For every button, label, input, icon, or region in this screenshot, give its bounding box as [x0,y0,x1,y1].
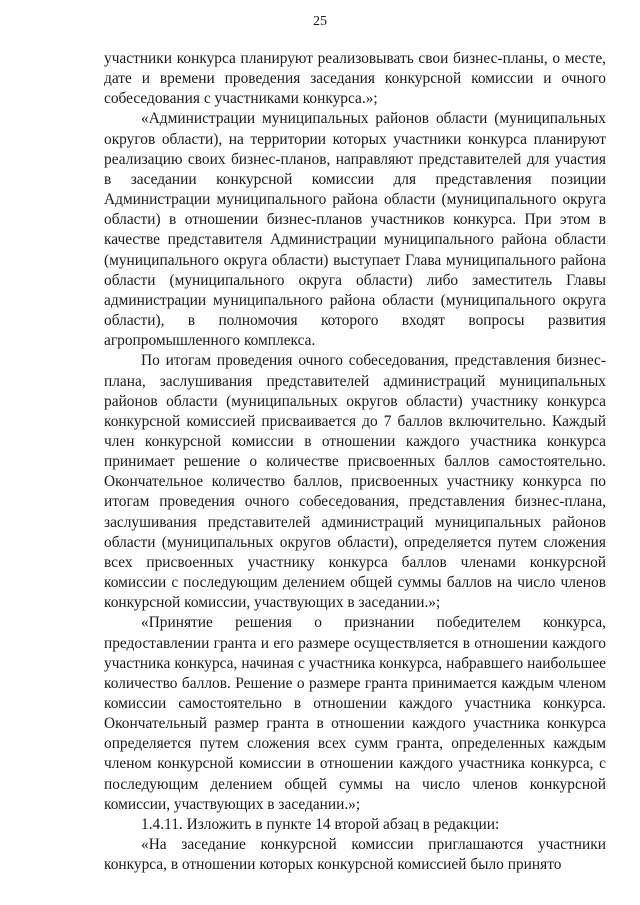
paragraph-administrations: «Администрации муниципальных районов области (муниципальных округов области), на территории которых участники конкурса планируют реализацию своих бизнес-планов, направляют представителей для участия в заседании конкурсной комиссии для представления позиции Администрации муниципального района области (муниципального округа области) в отношении бизнес-планов участников конкурса. При этом в качестве представителя Администрации муниципального района области (муниципального округа области) выступает Глава муниципального района области (муниципального округа области) либо заместитель Главы администрации муниципального района области (муниципального округа области), в полномочия которого входят вопросы развития агропромышленного комплекса. [104,110,606,350]
paragraph-item-1-4-11: 1.4.11. Изложить в пункте 14 второй абзац в редакции: [141,815,500,833]
paragraph-invitation: «На заседание конкурсной комиссии приглашаются участники конкурса, в отношении которых конкурсной комиссией было принято [104,836,606,874]
page-number: 25 [313,14,327,29]
paragraph-interview-scoring: По итогам проведения очного собеседования, представления бизнес-плана, заслушивания представителей администраций муниципальных районов области (муниципальных округов области) участнику конкурса конкурсной комиссией присваивается до 7 баллов включительно. Каждый член конкурсной комиссии в отношении каждого участника конкурса принимает решение о количестве присвоенных баллов самостоятельно. Окончательное количество баллов, присвоенных участнику конкурса по итогам проведения очного собеседования, представления бизнес-плана, заслушивания представителей администраций муниципальных районов области (муниципальных округов области), определяется путем сложения всех присвоенных участнику конкурса баллов членами конкурсной комиссии с последующим делением общей суммы баллов на число членов конкурсной комиссии, участвующих в заседании.»; [104,352,606,612]
document-body [104,49,606,875]
paragraph-continuation: участники конкурса планируют реализовывать свои бизнес-планы, о месте, дате и времени проведения заседания конкурсной комиссии и очного собеседования с участниками конкурса.»; [104,50,606,108]
paragraph-grant-decision: «Принятие решения о признании победителем конкурса, предоставлении гранта и его размере осуществляется в отношении каждого участника конкурса, начиная с участника конкурса, набравшего наибольшее количество баллов. Решение о размере гранта принимается каждым членом комиссии самостоятельно в отношении каждого участника конкурса. Окончательный размер гранта в отношении каждого участника конкурса определяется путем сложения всех сумм гранта, определенных каждым членом конкурсной комиссии в отношении каждого участника конкурса, с последующим делением общей суммы на число членов конкурсной комиссии, участвующих в заседании.»; [104,614,606,813]
